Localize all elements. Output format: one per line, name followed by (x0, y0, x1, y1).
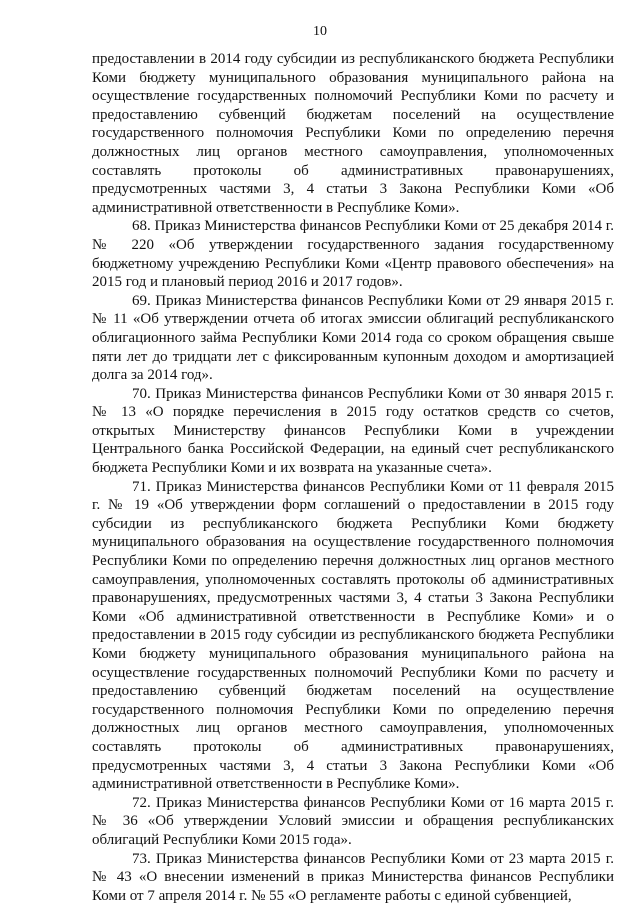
paragraph-continuation: предоставлении в 2014 году субсидии из республиканского бюджета Республики Коми бюджету муниципального образования муниципального района на осуществление государственных полномочий Республики Коми по расчету и предоставлению субвенций бюджетам поселений на осуществление государственного полномочия Республики Коми по определению перечня должностных лиц органов местного самоуправления, уполномоченных составлять протоколы об административных правонарушениях, предусмотренных частями 3, 4 статьи 3 Закона Республики Коми «Об административной ответственности в Республике Коми». (92, 51, 614, 216)
paragraph-item-69: 69. Приказ Министерства финансов Республики Коми от 29 января 2015 г. № 11 «Об утверждении отчета об итогах эмиссии облигаций республиканского облигационного займа Республики Коми 2014 года со сроком обращения свыше пяти лет до тридцати лет с фиксированным купонным доходом и амортизацией долга за 2014 год». (92, 292, 614, 384)
paragraph-item-73: 73. Приказ Министерства финансов Республики Коми от 23 марта 2015 г. № 43 «О внесении изменений в приказ Министерства финансов Республики Коми от 7 апреля 2014 г. № 55 «О регламенте работы с единой субвенцией, (92, 850, 614, 904)
paragraph-item-71: 71. Приказ Министерства финансов Республики Коми от 11 февраля 2015 г. № 19 «Об утверждении форм соглашений о предоставлении в 2015 году субсидии из республиканского бюджета Республики Коми бюджету муниципального образования на осуществление государственного полномочия Республики Коми по определению перечня должностных лиц органов местного самоуправления, уполномоченных составлять протоколы об административных правонарушениях, предусмотренных частями 3, 4 статьи 3 Закона Республики Коми «Об административной ответственности в Республике Коми» и о предоставлении в 2015 году субсидии из республиканского бюджета Республики Коми бюджету муниципального образования муниципального района на осуществление государственных полномочий Республики Коми по расчету и предоставлению субвенций бюджетам поселений на осуществление государственного полномочия Республики Коми по определению перечня должностных лиц органов местного самоуправления, уполномоченных составлять протоколы об административных правонарушениях, предусмотренных частями 3, 4 статьи 3 Закона Республики Коми «Об административной ответственности в Республике Коми». (92, 478, 614, 793)
paragraph-item-70: 70. Приказ Министерства финансов Республики Коми от 30 января 2015 г. № 13 «О порядке перечисления в 2015 году остатков средств со счетов, открытых Министерству финансов Республики Коми в учреждении Центрального банка Российской Федерации, на единый счет республиканского бюджета Республики Коми и их возврата на указанные счета». (92, 385, 614, 477)
page-number: 10 (313, 24, 327, 39)
document-body (92, 50, 614, 905)
paragraph-item-72: 72. Приказ Министерства финансов Республики Коми от 16 марта 2015 г. № 36 «Об утверждении Условий эмиссии и обращения республиканских облигаций Республики Коми 2015 года». (92, 794, 614, 848)
paragraph-item-68: 68. Приказ Министерства финансов Республики Коми от 25 декабря 2014 г. № 220 «Об утверждении государственного задания государственному бюджетному учреждению Республики Коми «Центр правового обеспечения» на 2015 год и плановый период 2016 и 2017 годов». (92, 218, 614, 291)
